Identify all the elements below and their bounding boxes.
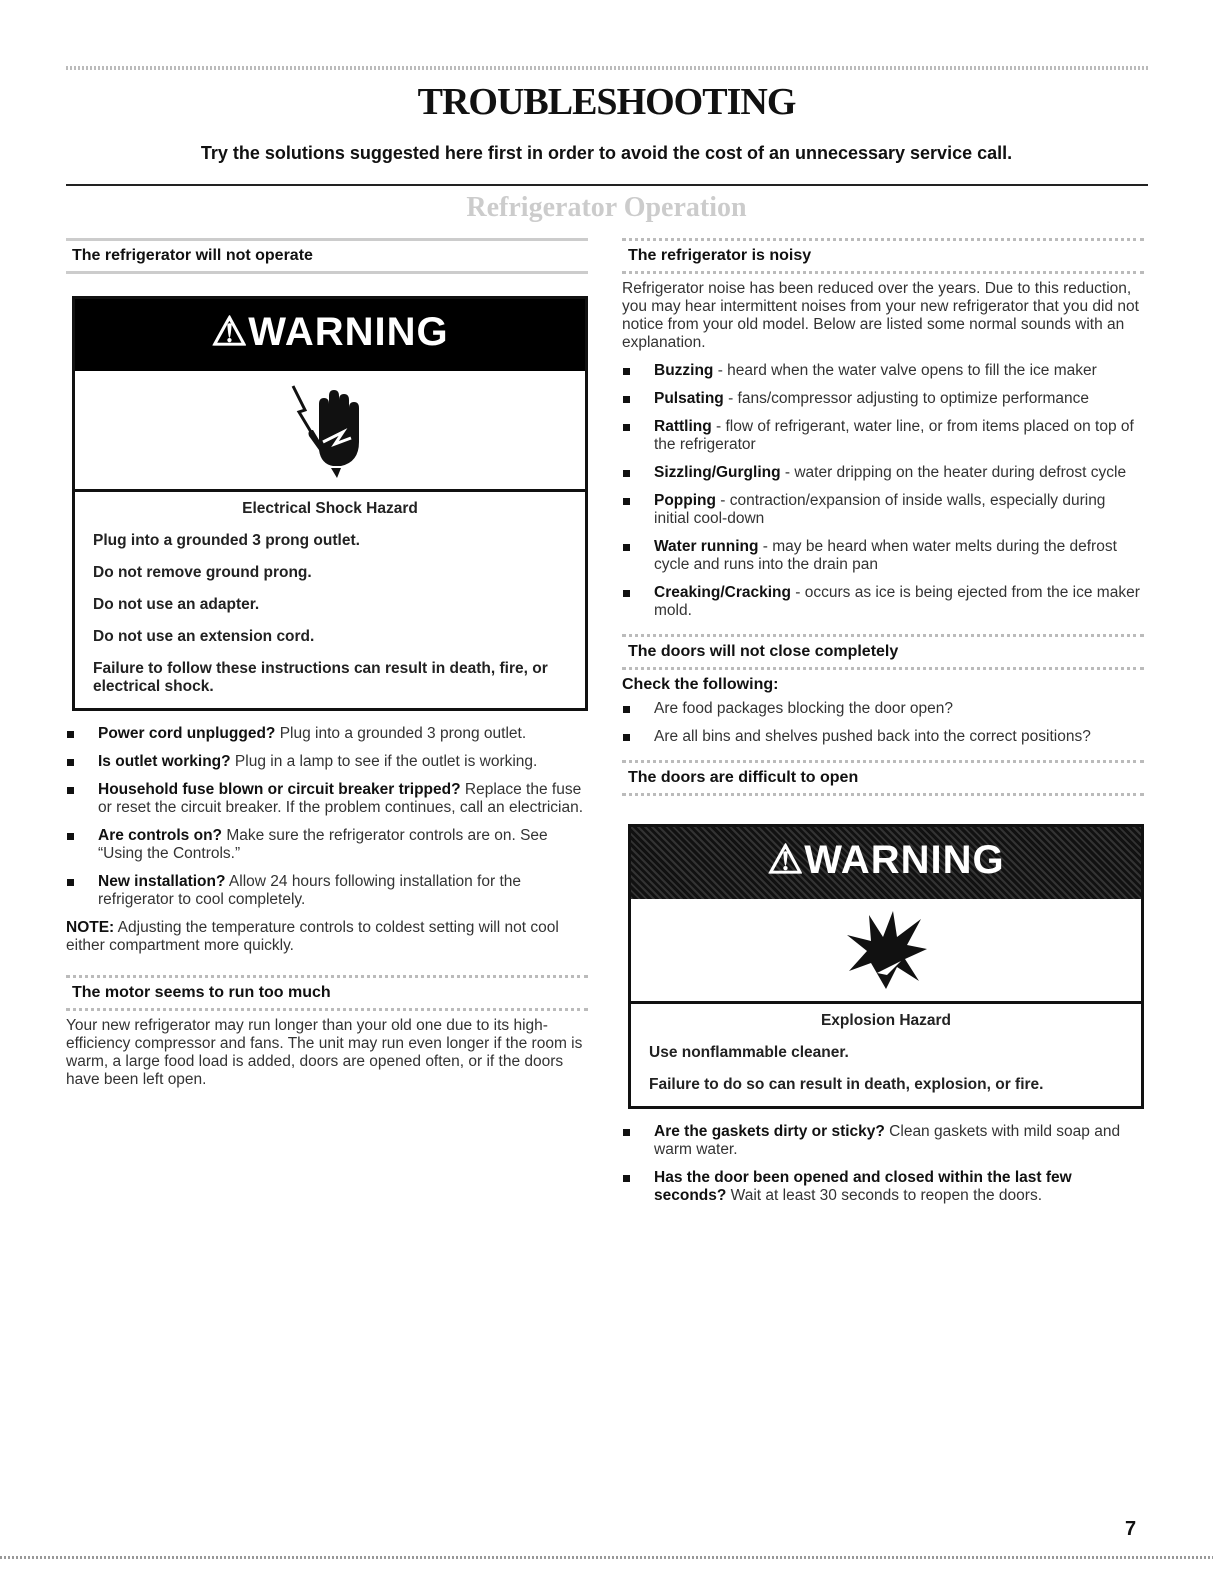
top-decorative-bar: [66, 66, 1148, 70]
warning-label: WARNING: [804, 838, 1005, 882]
topic-motor-heading: The motor seems to run too much: [66, 975, 588, 1011]
topic-noisy-heading: The refrigerator is noisy: [622, 238, 1144, 274]
warning-triangle-icon: ⚠: [767, 838, 805, 882]
list-item: Are the gaskets dirty or sticky? Clean gaskets with mild soap and warm water.: [622, 1123, 1144, 1159]
header-rule: [66, 184, 1148, 186]
section-title: Refrigerator Operation: [466, 192, 747, 223]
warning-hazard-title: Explosion Hazard: [820, 1012, 952, 1029]
bottom-decorative-bar: [0, 1556, 1213, 1559]
topic-doors-open-heading: The doors are difficult to open: [622, 760, 1144, 796]
list-item: Rattling - flow of refrigerant, water line, or from items placed on top of the refrigerator: [622, 418, 1144, 454]
doors-close-list: [622, 700, 1144, 746]
warning-body: [631, 1004, 1141, 1106]
page-number: 7: [1125, 1518, 1137, 1540]
list-item: Water running - may be heard when water melts during the defrost cycle and runs into the drain pan: [622, 538, 1144, 574]
warning-label: WARNING: [248, 310, 449, 354]
noisy-list: [622, 362, 1144, 620]
warning-line: Do not use an extension cord.: [93, 628, 315, 645]
electrical-shock-hand-icon: [75, 371, 585, 492]
doors-open-list: [622, 1123, 1144, 1205]
topic-doors-close-heading: The doors will not close completely: [622, 634, 1144, 670]
not-operate-list: [66, 725, 588, 909]
right-column: [622, 238, 1144, 1215]
topic-not-operate-heading: The refrigerator will not operate: [66, 238, 588, 274]
list-item: Popping - contraction/expansion of inside walls, especially during initial cool-down: [622, 492, 1144, 528]
list-item: Power cord unplugged? Plug into a grounded 3 prong outlet.: [66, 725, 588, 743]
page-subtitle: Try the solutions suggested here first in order to avoid the cost of an unnecessary service call.: [200, 143, 1013, 163]
list-item: Is outlet working? Plug in a lamp to see if the outlet is working.: [66, 753, 588, 771]
warning-hazard-title: Electrical Shock Hazard: [242, 500, 418, 517]
explosion-icon: [631, 899, 1141, 1004]
warning-triangle-icon: ⚠: [211, 310, 249, 354]
list-item: New installation? Allow 24 hours following installation for the refrigerator to cool completely.: [66, 873, 588, 909]
warning-line: Failure to do so can result in death, explosion, or fire.: [649, 1076, 1044, 1093]
list-item: Buzzing - heard when the water valve opens to fill the ice maker: [622, 362, 1144, 380]
warning-line: Do not use an adapter.: [93, 596, 260, 613]
noisy-intro: Refrigerator noise has been reduced over the years. Due to this reduction, you may hear intermittent noises from your new refrigerator that you did not notice from your old model. Below are listed some normal sounds with an explanation.: [622, 280, 1139, 351]
warning-header: [631, 827, 1141, 899]
list-item: Has the door been opened and closed within the last few seconds? Wait at least 30 seconds to reopen the doors.: [622, 1169, 1144, 1205]
electrical-warning-box: [72, 296, 588, 711]
warning-line: Plug into a grounded 3 prong outlet.: [93, 532, 360, 549]
page-title: TROUBLESHOOTING: [417, 81, 796, 123]
motor-paragraph: Your new refrigerator may run longer than your old one due to its high-efficiency compressor and fans. The unit may run even longer if the room is warm, a large food load is added, doors are opened often, or if the doors have been left open.: [66, 1017, 583, 1088]
list-item: Are all bins and shelves pushed back into the correct positions?: [622, 728, 1144, 746]
left-column: [66, 238, 588, 1099]
note-paragraph: NOTE: Adjusting the temperature controls to coldest setting will not cool either compartment more quickly.: [66, 919, 559, 954]
warning-line: Do not remove ground prong.: [93, 564, 312, 581]
warning-header: [75, 299, 585, 371]
list-item: Are food packages blocking the door open?: [622, 700, 1144, 718]
check-following-label: Check the following:: [622, 676, 779, 693]
warning-body: [75, 492, 585, 708]
warning-line: Use nonflammable cleaner.: [649, 1044, 849, 1061]
list-item: Sizzling/Gurgling - water dripping on the heater during defrost cycle: [622, 464, 1144, 482]
list-item: Are controls on? Make sure the refrigerator controls are on. See “Using the Controls.”: [66, 827, 588, 863]
list-item: Household fuse blown or circuit breaker tripped? Replace the fuse or reset the circuit breaker. If the problem continues, call an electrician.: [66, 781, 588, 817]
list-item: Pulsating - fans/compressor adjusting to optimize performance: [622, 390, 1144, 408]
explosion-warning-box: [628, 824, 1144, 1109]
warning-line: Failure to follow these instructions can result in death, fire, or electrical shock.: [93, 660, 548, 695]
list-item: Creaking/Cracking - occurs as ice is being ejected from the ice maker mold.: [622, 584, 1144, 620]
